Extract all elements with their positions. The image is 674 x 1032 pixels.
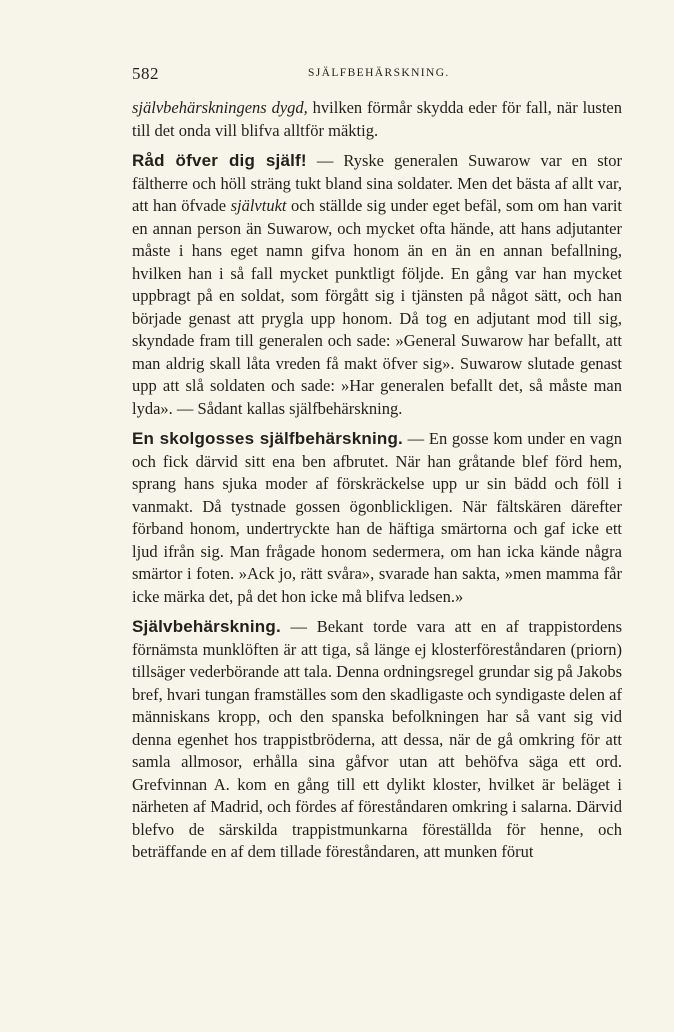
page-header (132, 64, 620, 88)
section-1-text-b: och ställde sig under eget befäl, som om han varit en annan person än Suwarow, och mycket ofta hände, att hans adjutanter måste i hans eget namn gifva honom än en än en annan befallning, hvilken han i så fall mycket punktligt följde. En gång var han mycket uppbragt på en soldat, som förgått sig i tjänsten på något sätt, och han började genast att prygla upp honom. Då tog en adjutant mod till sig, skyndade fram till generalen och sade: »General Suwarow har befallt, att man aldrig skall låta vreden få makt öfver sig». Suwarow slutade genast upp att slå soldaten och sade: »Har generalen befallt det, så måste man lyda». — Sådant kallas själfbehärskning. (132, 196, 622, 418)
section-2-text: — En gosse kom under en vagn och fick därvid sitt ena ben afbrutet. När han gråtande blef förd hem, sprang hans sjuka moder af förskräckelse upp ur sin bädd och föll i vanmakt. Då tystnade gossen ögonblickligen. När fältskären därefter förband honom, undertryckte han de häftiga smärtorna och gaf icke ett ljud ifrån sig. Man frågade honom sedermera, om han icka kände några smärtor i foten. »Ack jo, rätt svåra», svarade han sakta, »men mamma får icke märka det, på det hon icke må blifva ledsen.» (132, 429, 622, 606)
section-2-paragraph (132, 428, 622, 608)
page-number: 582 (132, 64, 159, 83)
body-text (132, 97, 622, 864)
intro-text: hvilken förmår skydda eder för fall, när lusten till det onda vill blifva alltför mäktig. (132, 98, 622, 140)
section-3-paragraph (132, 616, 622, 864)
section-1-italic: självtukt (230, 196, 287, 215)
section-3-text: — Bekant torde vara att en af trappistordens förnämsta munklöften är att tiga, så länge ej klosterföreståndaren (priorn) tillsäger vederbörande att tala. Denna ordningsregel grundar sig på Jakobs bref, hvari tungan framställes som den skadligaste och syndigaste delen af människans kropp, och den spanska befolkningen har så vant sig vid denna egenhet hos trappistbröderna, att dessa, när de gå omkring för att samla allmosor, erhålla sina gåfvor utan att behöfva säga ett ord. Grefvinnan A. kom en gång till ett dylikt kloster, hvilket är beläget i närheten af Madrid, och fördes af föreståndaren omkring i salarna. Därvid blefvo de särskilda trappistmunkarna föreställda för henne, och beträffande en af dem tillade föreståndaren, att munken förut (132, 617, 622, 861)
intro-italic: självbehärskningens dygd, (132, 98, 308, 117)
section-1-text-a: — Ryske generalen Suwarow var en stor fältherre och höll sträng tukt bland sina soldater. Men det bästa af allt var, att han öfvade (132, 151, 622, 215)
running-title: SJÄLFBEHÄRSKNING. (308, 67, 450, 79)
intro-paragraph (132, 97, 622, 142)
section-1-heading: Råd öfver dig själf! (132, 151, 307, 170)
section-1-paragraph (132, 150, 622, 420)
section-3-heading: Självbehärskning. (132, 617, 281, 636)
section-2-heading: En skolgosses själfbehärskning. (132, 429, 403, 448)
